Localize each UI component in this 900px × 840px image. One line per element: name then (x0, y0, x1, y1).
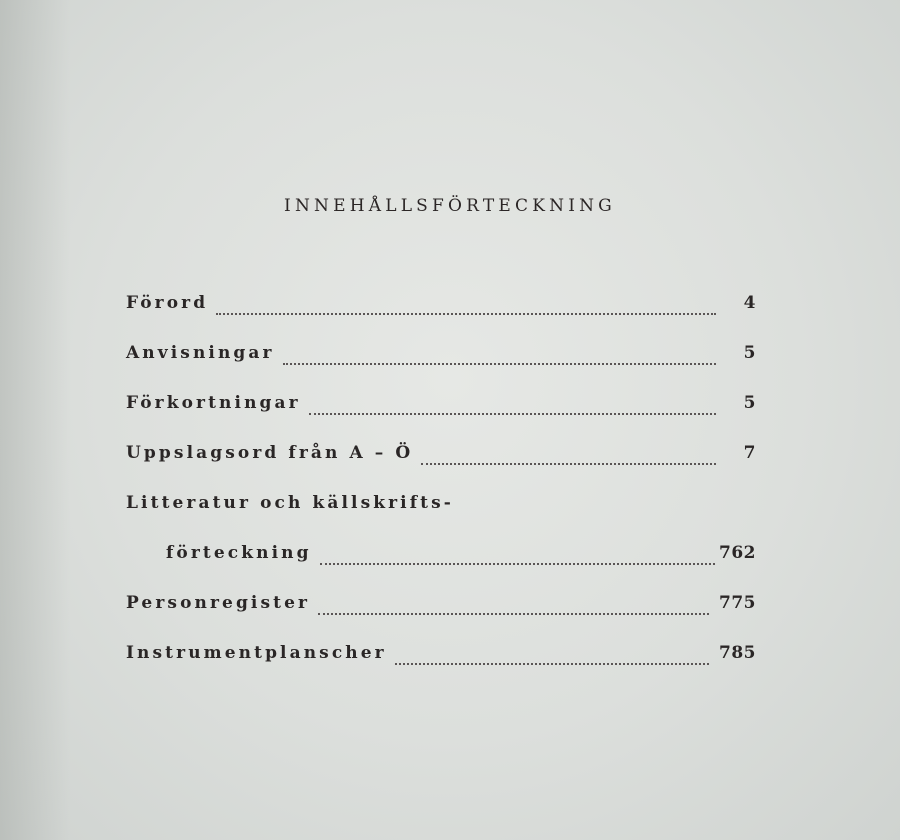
table-of-contents (126, 290, 756, 690)
toc-entry-forord (126, 290, 756, 340)
toc-entry-uppslagsord (126, 440, 756, 490)
toc-entry-forkortningar (126, 390, 756, 440)
toc-entry-page: 7 (743, 443, 756, 463)
page-binding-shadow (0, 0, 70, 840)
toc-leader-dots (216, 287, 716, 315)
toc-leader-dots (320, 537, 715, 565)
toc-entry-label: Förkortningar (126, 393, 301, 413)
page-title: INNEHÅLLSFÖRTECKNING (284, 196, 616, 216)
toc-entry-anvisningar (126, 340, 756, 390)
toc-entry-instrumentplanscher (126, 640, 756, 690)
toc-entry-page: 4 (743, 293, 756, 313)
toc-entry-page: 785 (719, 643, 756, 663)
toc-entry-page: 5 (743, 393, 756, 413)
toc-entry-forteckning (126, 540, 756, 590)
toc-entry-label: Anvisningar (126, 343, 275, 363)
toc-entry-page: 5 (743, 343, 756, 363)
toc-entry-personregister (126, 590, 756, 640)
toc-leader-dots (421, 437, 716, 465)
toc-entry-label: förteckning (166, 543, 312, 563)
toc-entry-label: Instrumentplanscher (126, 643, 387, 663)
toc-leader-dots (395, 637, 709, 665)
toc-entry-label: Förord (126, 293, 209, 313)
toc-leader-dots (318, 587, 709, 615)
toc-entry-litteratur (126, 490, 756, 540)
toc-entry-page: 775 (719, 593, 756, 613)
toc-entry-label: Uppslagsord från A – Ö (126, 443, 414, 463)
toc-entry-label: Litteratur och källskrifts- (126, 493, 454, 513)
toc-entry-page: 762 (719, 543, 756, 563)
toc-leader-dots (309, 387, 716, 415)
toc-entry-label: Personregister (126, 593, 311, 613)
toc-leader-dots (283, 337, 716, 365)
